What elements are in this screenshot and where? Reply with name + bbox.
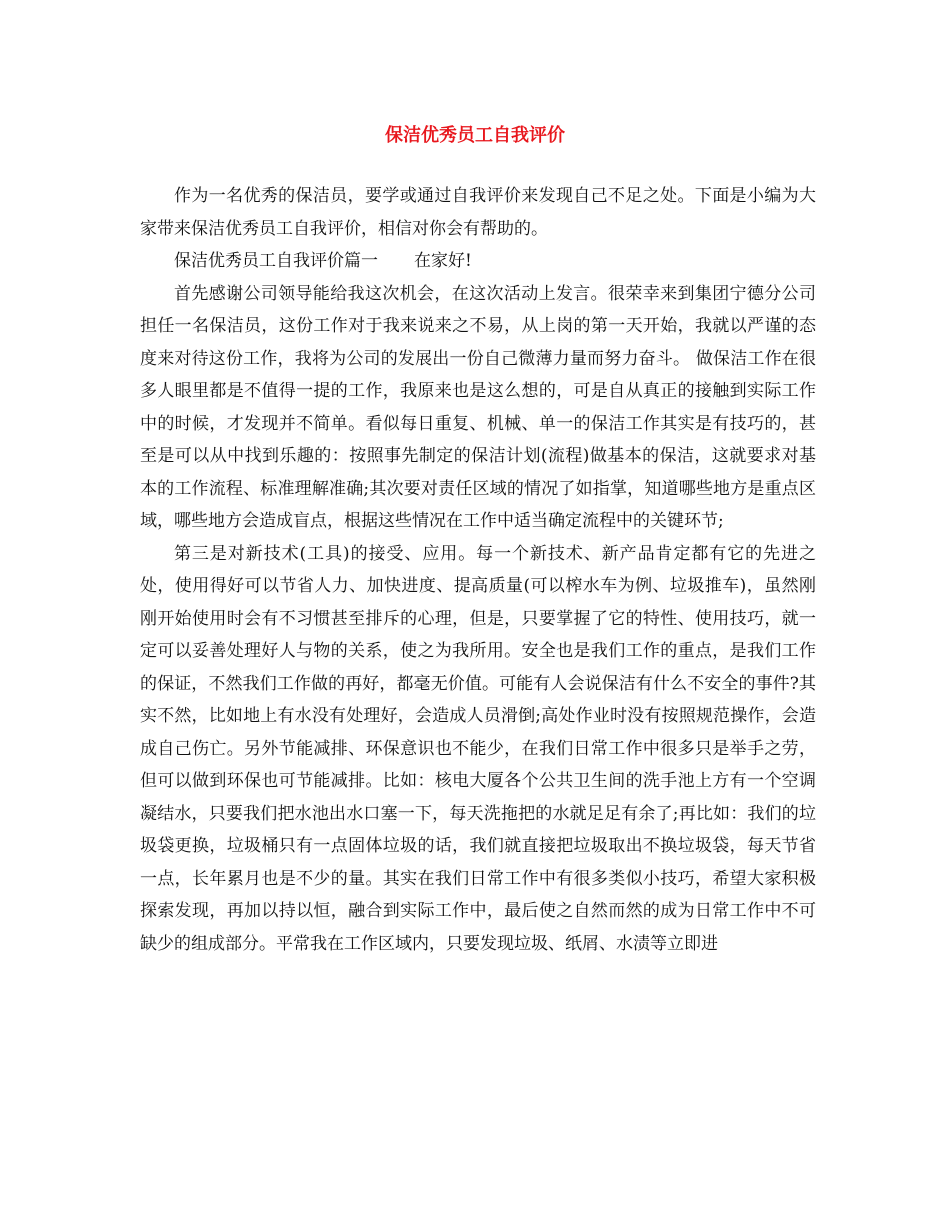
paragraph-body-2: 第三是对新技术(工具)的接受、应用。每一个新技术、新产品肯定都有它的先进之处，使用得好可以节省人力、加快进度、提高质量(可以榨水车为例、垃圾推车)，虽然刚刚开始使用时会有不习惯甚至排斥的心理，但是，只要掌握了它的特性、使用技巧，就一定可以妥善处理好人与物的关系，使之为我所用。安全也是我们工作的重点，是我们工作的保证，不然我们工作做的再好，都毫无价值。可能有人会说保洁有什么不安全的事件?其实不然，比如地上有水没有处理好，会造成人员滑倒;高处作业时没有按照规范操作，会造成自己伤亡。另外节能减排、环保意识也不能少，在我们日常工作中很多只是举手之劳，但可以做到环保也可节能减排。比如：核电大厦各个公共卫生间的洗手池上方有一个空调凝结水，只要我们把水池出水口塞一下，每天洗拖把的水就足足有余了;再比如：我们的垃圾袋更换，垃圾桶只有一点固体垃圾的话，我们就直接把垃圾取出不换垃圾袋，每天节省一点，长年累月也是不少的量。其实在我们日常工作中有很多类似小技巧，希望大家积极探索发现，再加以持以恒，融合到实际工作中，最后使之自然而然的成为日常工作中不可缺少的组成部分。平常我在工作区域内，只要发现垃圾、纸屑、水渍等立即进	[140, 543, 816, 954]
section-heading-line	[140, 245, 816, 278]
page-title: 保洁优秀员工自我评价	[385, 125, 565, 146]
paragraph-body-1: 首先感谢公司领导能给我这次机会，在这次活动上发言。很荣幸来到集团宁德分公司担任一名保洁员，这份工作对于我来说来之不易，从上岗的第一天开始，我就以严谨的态度来对待这份工作，我将为公司的发展出一份自己微薄力量而努力奋斗。 做保洁工作在很多人眼里都是不值得一提的工作，我原来也是这么想的，可是自从真正的接触到实际工作中的时候，才发现并不简单。看似每日重复、机械、单一的保洁工作其实是有技巧的，甚至是可以从中找到乐趣的：按照事先制定的保洁计划(流程)做基本的保洁，这就要求对基本的工作流程、标准理解准确;其次要对责任区域的情况了如指掌，知道哪些地方是重点区域，哪些地方会造成盲点，根据这些情况在工作中适当确定流程中的关键环节;	[140, 283, 816, 531]
greeting-text: 在家好!	[414, 251, 472, 271]
document-body	[140, 180, 816, 960]
section-heading: 保洁优秀员工自我评价篇一	[174, 251, 378, 271]
paragraph-intro: 作为一名优秀的保洁员，要学或通过自我评价来发现自己不足之处。下面是小编为大家带来保洁优秀员工自我评价，相信对你会有帮助的。	[140, 186, 816, 239]
